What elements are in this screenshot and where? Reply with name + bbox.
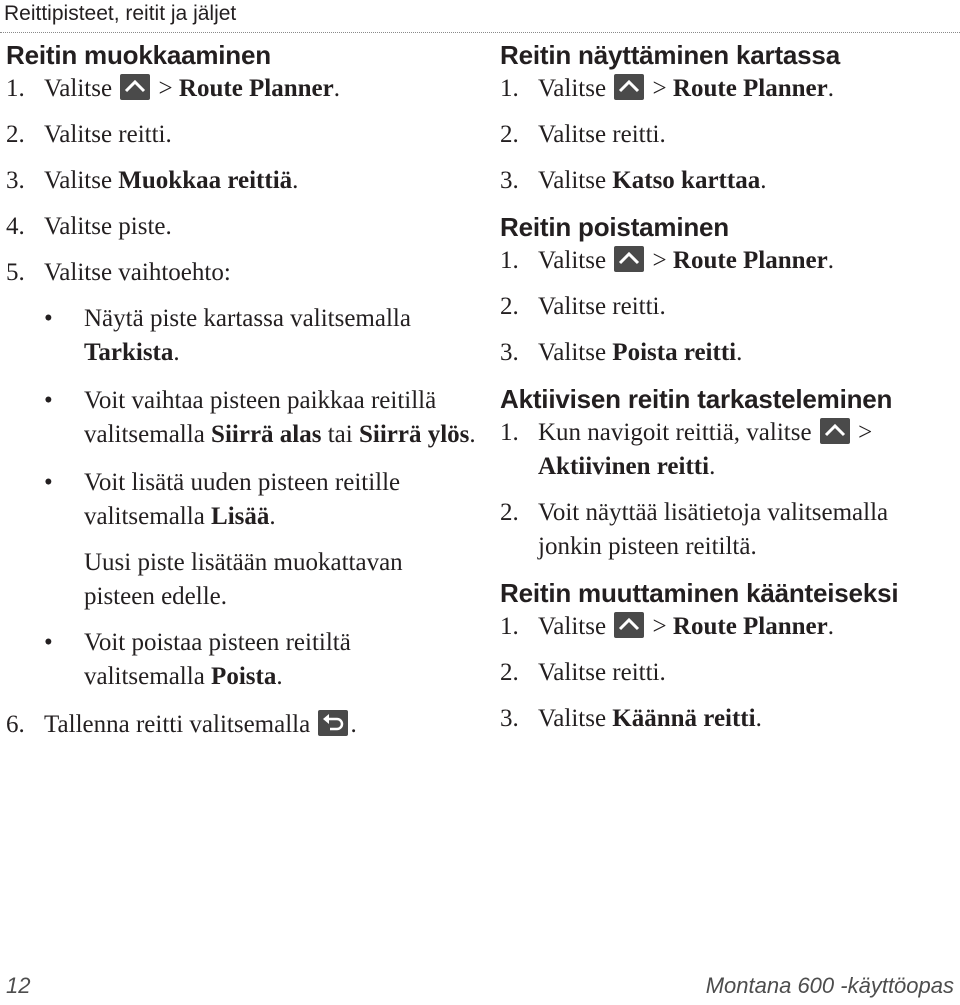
step-text: Valitse Käännä reitti. [538,705,762,732]
step-number: 2. [6,121,25,148]
option-list [44,302,476,694]
step-number: 2. [500,121,519,148]
step-2 [500,118,955,152]
left-column [6,38,476,754]
page-header [0,0,960,33]
list-item: • Voit lisätä uuden pisteen reitille valitsemalla Lisää. [44,466,476,534]
section-heading: Aktiivisen reitin tarkasteleminen [500,384,893,414]
step-number: 1. [500,75,519,102]
home-up-icon [820,418,850,444]
step-1 [500,610,955,644]
section-heading: Reitin muokkaaminen [6,40,271,70]
step-text: Valitse reitti. [538,293,666,320]
step-text: Valitse > Route Planner. [538,75,835,102]
note-text: Uusi piste lisätään muokattavan pisteen edelle. [84,549,403,610]
step-5 [6,256,476,290]
header-title: Reittipisteet, reitit ja jäljet [4,2,237,25]
step-1 [500,416,955,484]
step-text: Kun navigoit reittiä, valitse > Aktiivinen reitti. [538,419,873,480]
step-2 [500,656,955,690]
bullet-dot: • [44,305,53,332]
step-number: 2. [500,499,519,526]
step-1 [500,244,955,278]
step-number: 5. [6,259,25,286]
section-show-route-on-map [500,38,955,198]
home-up-icon [120,74,150,100]
step-text: Valitse reitti. [538,121,666,148]
step-text: Valitse vaihtoehto: [44,259,231,286]
list-item: • Voit vaihtaa pisteen paikkaa reitillä valitsemalla Siirrä alas tai Siirrä ylös. [44,384,476,452]
back-arrow-icon [318,710,348,736]
step-number: 2. [500,659,519,686]
step-text: Valitse Poista reitti. [538,339,743,366]
step-4 [6,210,476,244]
page-number: 12 [6,973,31,998]
step-text: Valitse piste. [44,213,172,240]
step-2 [6,118,476,152]
step-number: 3. [500,339,519,366]
step-number: 2. [500,293,519,320]
step-2 [500,290,955,324]
section-heading: Reitin näyttäminen kartassa [500,40,840,70]
step-number: 3. [6,167,25,194]
list-item: • Näytä piste kartassa valitsemalla Tarkista. [44,302,476,370]
step-text: Voit näyttää lisätietoja valitsemalla jonkin pisteen reitiltä. [538,499,889,560]
manual-title: Montana 600 -käyttöopas [705,973,954,998]
home-up-icon [614,74,644,100]
step-text: Valitse Katso karttaa. [538,167,767,194]
bullet-dot: • [44,629,53,656]
step-number: 6. [6,711,25,738]
home-up-icon [614,246,644,272]
section-edit-route [6,38,476,742]
step-number: 3. [500,705,519,732]
section-heading: Reitin muuttaminen käänteiseksi [500,578,899,608]
step-3 [500,702,955,736]
step-number: 1. [500,419,519,446]
step-number: 1. [500,613,519,640]
right-column [500,38,955,748]
bullet-dot: • [44,387,53,414]
step-2 [500,496,955,564]
step-text: Valitse Muokkaa reittiä. [44,167,299,194]
step-3 [500,336,955,370]
section-active-route [500,382,955,564]
step-text: Valitse > Route Planner. [44,75,341,102]
step-6 [6,708,476,742]
step-text: Valitse reitti. [538,659,666,686]
step-text: Valitse > Route Planner. [538,247,835,274]
step-text: Valitse reitti. [44,121,172,148]
section-heading: Reitin poistaminen [500,212,729,242]
step-number: 1. [6,75,25,102]
list-item: • Voit poistaa pisteen reitiltä valitsemalla Poista. [44,626,476,694]
step-1 [500,72,955,106]
step-text: Valitse > Route Planner. [538,613,835,640]
section-reverse-route [500,576,955,736]
section-delete-route [500,210,955,370]
step-3 [500,164,955,198]
step-text: Tallenna reitti valitsemalla . [44,711,357,738]
home-up-icon [614,612,644,638]
step-number: 3. [500,167,519,194]
step-1 [6,72,476,106]
bullet-dot: • [44,469,53,496]
step-3 [6,164,476,198]
step-number: 4. [6,213,25,240]
step-number: 1. [500,247,519,274]
